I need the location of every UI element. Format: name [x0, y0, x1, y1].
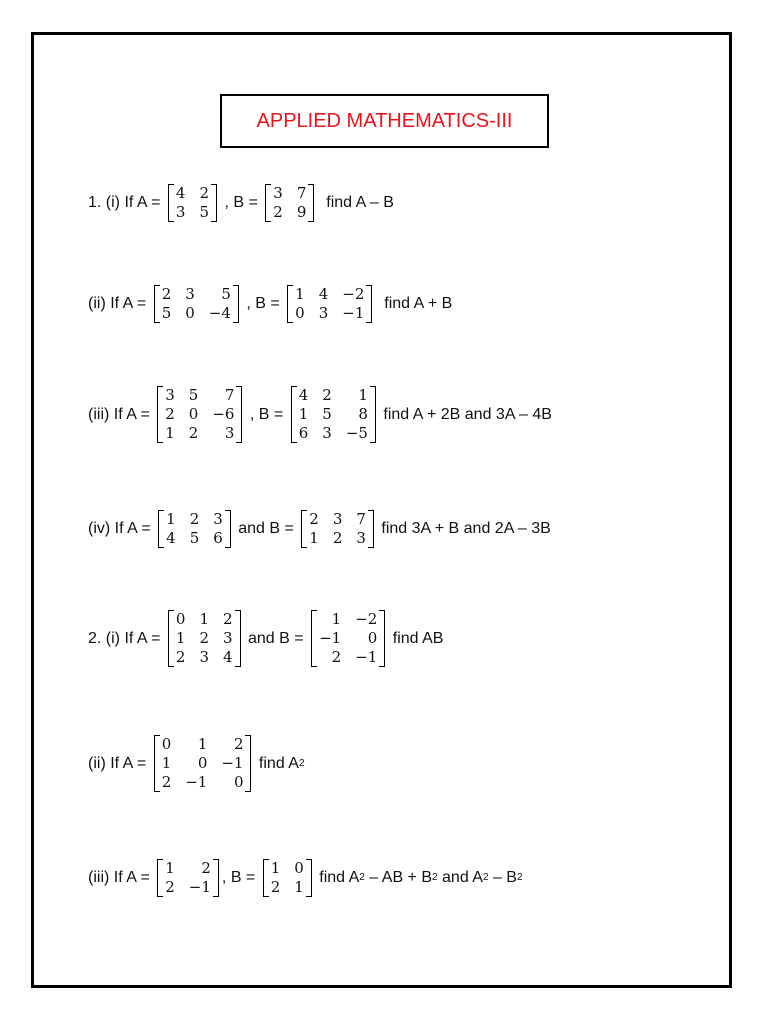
problem-1-iv — [88, 510, 551, 548]
matrix-b — [311, 610, 385, 667]
matrix-entry: 1 — [165, 424, 175, 442]
problem-2-ii: (ii) If A = 0 1 2 1 0 −1 2 −1 0 find A 2 — [88, 735, 305, 791]
problem-task: find A — [314, 869, 360, 886]
matrix-entry: 3 — [199, 648, 210, 666]
matrix-entry: 5 — [161, 304, 172, 322]
matrix-entry: 1 — [166, 510, 176, 528]
right-bracket — [379, 610, 385, 667]
matrix-entry: 2 — [331, 648, 342, 666]
matrix-entry: −2 — [355, 610, 378, 628]
matrix-entry: 2 — [165, 405, 175, 423]
matrix-entry: 1 — [295, 285, 305, 303]
matrix-entry: 2 — [332, 529, 343, 547]
matrix-entry: 2 — [175, 648, 186, 666]
right-bracket — [213, 859, 219, 897]
matrix-entry: 4 — [175, 184, 186, 202]
matrix-b — [301, 510, 374, 548]
matrix-a — [168, 610, 241, 667]
matrix-a — [158, 510, 231, 548]
problem-prefix: (ii) If A = — [88, 754, 151, 772]
matrix-entry: 1 — [161, 754, 172, 772]
matrix-entry: 1 — [165, 859, 175, 877]
problem-connector: , B = — [221, 869, 260, 886]
matrix-entry: 0 — [294, 859, 304, 877]
matrix-entry: 4 — [166, 529, 176, 547]
problem-prefix: (ii) If A = — [88, 295, 151, 312]
matrix-entry: −6 — [212, 405, 235, 423]
matrix-entry: −5 — [345, 424, 368, 442]
matrix-b — [291, 386, 376, 443]
right-bracket — [225, 510, 231, 548]
matrix-entry: 3 — [223, 629, 233, 647]
matrix-entry: 3 — [224, 424, 235, 442]
right-bracket — [245, 735, 251, 792]
matrix-entry: 5 — [199, 203, 210, 221]
problem-prefix: 1. (i) If A = — [88, 194, 165, 211]
problem-connector: , B = — [245, 405, 288, 423]
matrix-entry: 3 — [356, 529, 366, 547]
problem-prefix: (iii) If A = — [88, 405, 155, 423]
matrix-entry: 1 — [175, 629, 186, 647]
matrix-entry: 4 — [223, 648, 233, 666]
matrix-b — [287, 285, 372, 323]
matrix-entry: 0 — [295, 304, 305, 322]
matrix-entry: 7 — [224, 386, 235, 404]
matrix-entry: −1 — [185, 773, 208, 791]
matrix-entry: 1 — [270, 859, 281, 877]
matrix-entry: 3 — [185, 285, 195, 303]
matrix-entry: 3 — [332, 510, 343, 528]
matrix-entry: 2 — [199, 629, 210, 647]
problem-task: find A — [254, 754, 299, 772]
problem-1-ii — [88, 285, 452, 323]
matrix-entry: 1 — [309, 529, 319, 547]
matrix-entry: 5 — [221, 285, 231, 303]
matrix-entry: 9 — [296, 203, 307, 221]
right-bracket — [306, 859, 312, 897]
problem-1-iii — [88, 386, 552, 443]
problem-task: – AB + B — [364, 869, 433, 886]
matrix-entry: 7 — [356, 510, 366, 528]
problem-task: find AB — [388, 629, 444, 647]
matrix-entry: 1 — [358, 386, 368, 404]
matrix-entry: −1 — [342, 304, 365, 322]
matrix-entry: 4 — [298, 386, 309, 404]
matrix-entry: 2 — [322, 386, 332, 404]
matrix-entry: 1 — [298, 405, 309, 423]
matrix-entry: 2 — [161, 285, 172, 303]
right-bracket — [236, 386, 242, 443]
matrix-entry: 0 — [188, 405, 199, 423]
matrix-entry: 2 — [273, 203, 283, 221]
matrix-entry: −1 — [188, 878, 211, 896]
problem-connector: , B = — [241, 295, 285, 312]
matrix-a — [157, 386, 242, 443]
right-bracket — [368, 510, 374, 548]
matrix-b — [263, 859, 312, 897]
matrix-entry: 2 — [270, 878, 281, 896]
matrix-b — [265, 184, 314, 222]
matrix-entry: 8 — [358, 405, 368, 423]
matrix-entry: 1 — [294, 878, 304, 896]
matrix-entry: 0 — [197, 754, 208, 772]
problem-task: find A + B — [375, 295, 453, 312]
matrix-entry: 5 — [189, 529, 200, 547]
matrix-entry: 3 — [318, 304, 329, 322]
matrix-entry: 0 — [185, 304, 195, 322]
problem-task: find A – B — [317, 194, 394, 211]
right-bracket — [211, 184, 217, 222]
problem-task: – B — [488, 869, 517, 886]
matrix-entry: 6 — [213, 529, 223, 547]
matrix-a — [157, 859, 219, 897]
matrix-entry: −4 — [208, 304, 231, 322]
problem-prefix: (iii) If A = — [88, 869, 155, 886]
matrix-entry: 2 — [201, 859, 211, 877]
matrix-entry: 1 — [197, 735, 208, 753]
title-box — [220, 94, 549, 148]
problem-connector: and B = — [233, 520, 299, 537]
matrix-entry: 1 — [331, 610, 342, 628]
matrix-entry: 2 — [161, 773, 172, 791]
matrix-a — [154, 285, 239, 323]
matrix-entry: 3 — [273, 184, 283, 202]
matrix-entry: 0 — [175, 610, 186, 628]
matrix-entry: −1 — [355, 648, 378, 666]
matrix-entry: 0 — [161, 735, 172, 753]
matrix-entry: 2 — [309, 510, 319, 528]
problem-prefix: (iv) If A = — [88, 520, 156, 537]
matrix-entry: 2 — [188, 424, 199, 442]
matrix-entry: 2 — [165, 878, 175, 896]
problem-1-i — [88, 184, 394, 222]
matrix-entry: 3 — [213, 510, 223, 528]
right-bracket — [235, 610, 241, 667]
problem-2-i — [88, 610, 443, 667]
matrix-entry: 3 — [322, 424, 332, 442]
matrix-a — [168, 184, 217, 222]
matrix-entry: 5 — [322, 405, 332, 423]
matrix-entry: −2 — [342, 285, 365, 303]
page-title: APPLIED MATHEMATICS-III — [256, 109, 513, 132]
matrix-entry: 5 — [188, 386, 199, 404]
problem-connector: , B = — [220, 194, 263, 211]
problem-2-iii: (iii) If A = 1 2 2 −1 , B = 1 0 2 1 find A 2 – AB + B 2 and A 2 – B 2 — [88, 859, 523, 896]
matrix-a — [154, 735, 252, 792]
right-bracket — [370, 386, 376, 443]
matrix-entry: 1 — [199, 610, 210, 628]
matrix-entry: 2 — [199, 184, 210, 202]
matrix-entry: 7 — [296, 184, 307, 202]
right-bracket — [366, 285, 372, 323]
matrix-entry: 2 — [223, 610, 233, 628]
problem-prefix: 2. (i) If A = — [88, 629, 165, 647]
problem-task: find 3A + B and 2A – 3B — [376, 520, 551, 537]
matrix-entry: 3 — [165, 386, 175, 404]
matrix-entry: 0 — [233, 773, 244, 791]
matrix-entry: −1 — [319, 629, 342, 647]
matrix-entry: −1 — [221, 754, 244, 772]
matrix-entry: 3 — [175, 203, 186, 221]
matrix-entry: 2 — [189, 510, 200, 528]
matrix-entry: 2 — [233, 735, 244, 753]
problem-connector: and B = — [243, 629, 309, 647]
problem-task: find A + 2B and 3A – 4B — [378, 405, 552, 423]
matrix-entry: 4 — [318, 285, 329, 303]
problem-task: and A — [437, 869, 483, 886]
matrix-entry: 0 — [367, 629, 378, 647]
matrix-entry: 6 — [298, 424, 309, 442]
right-bracket — [233, 285, 239, 323]
right-bracket — [308, 184, 314, 222]
